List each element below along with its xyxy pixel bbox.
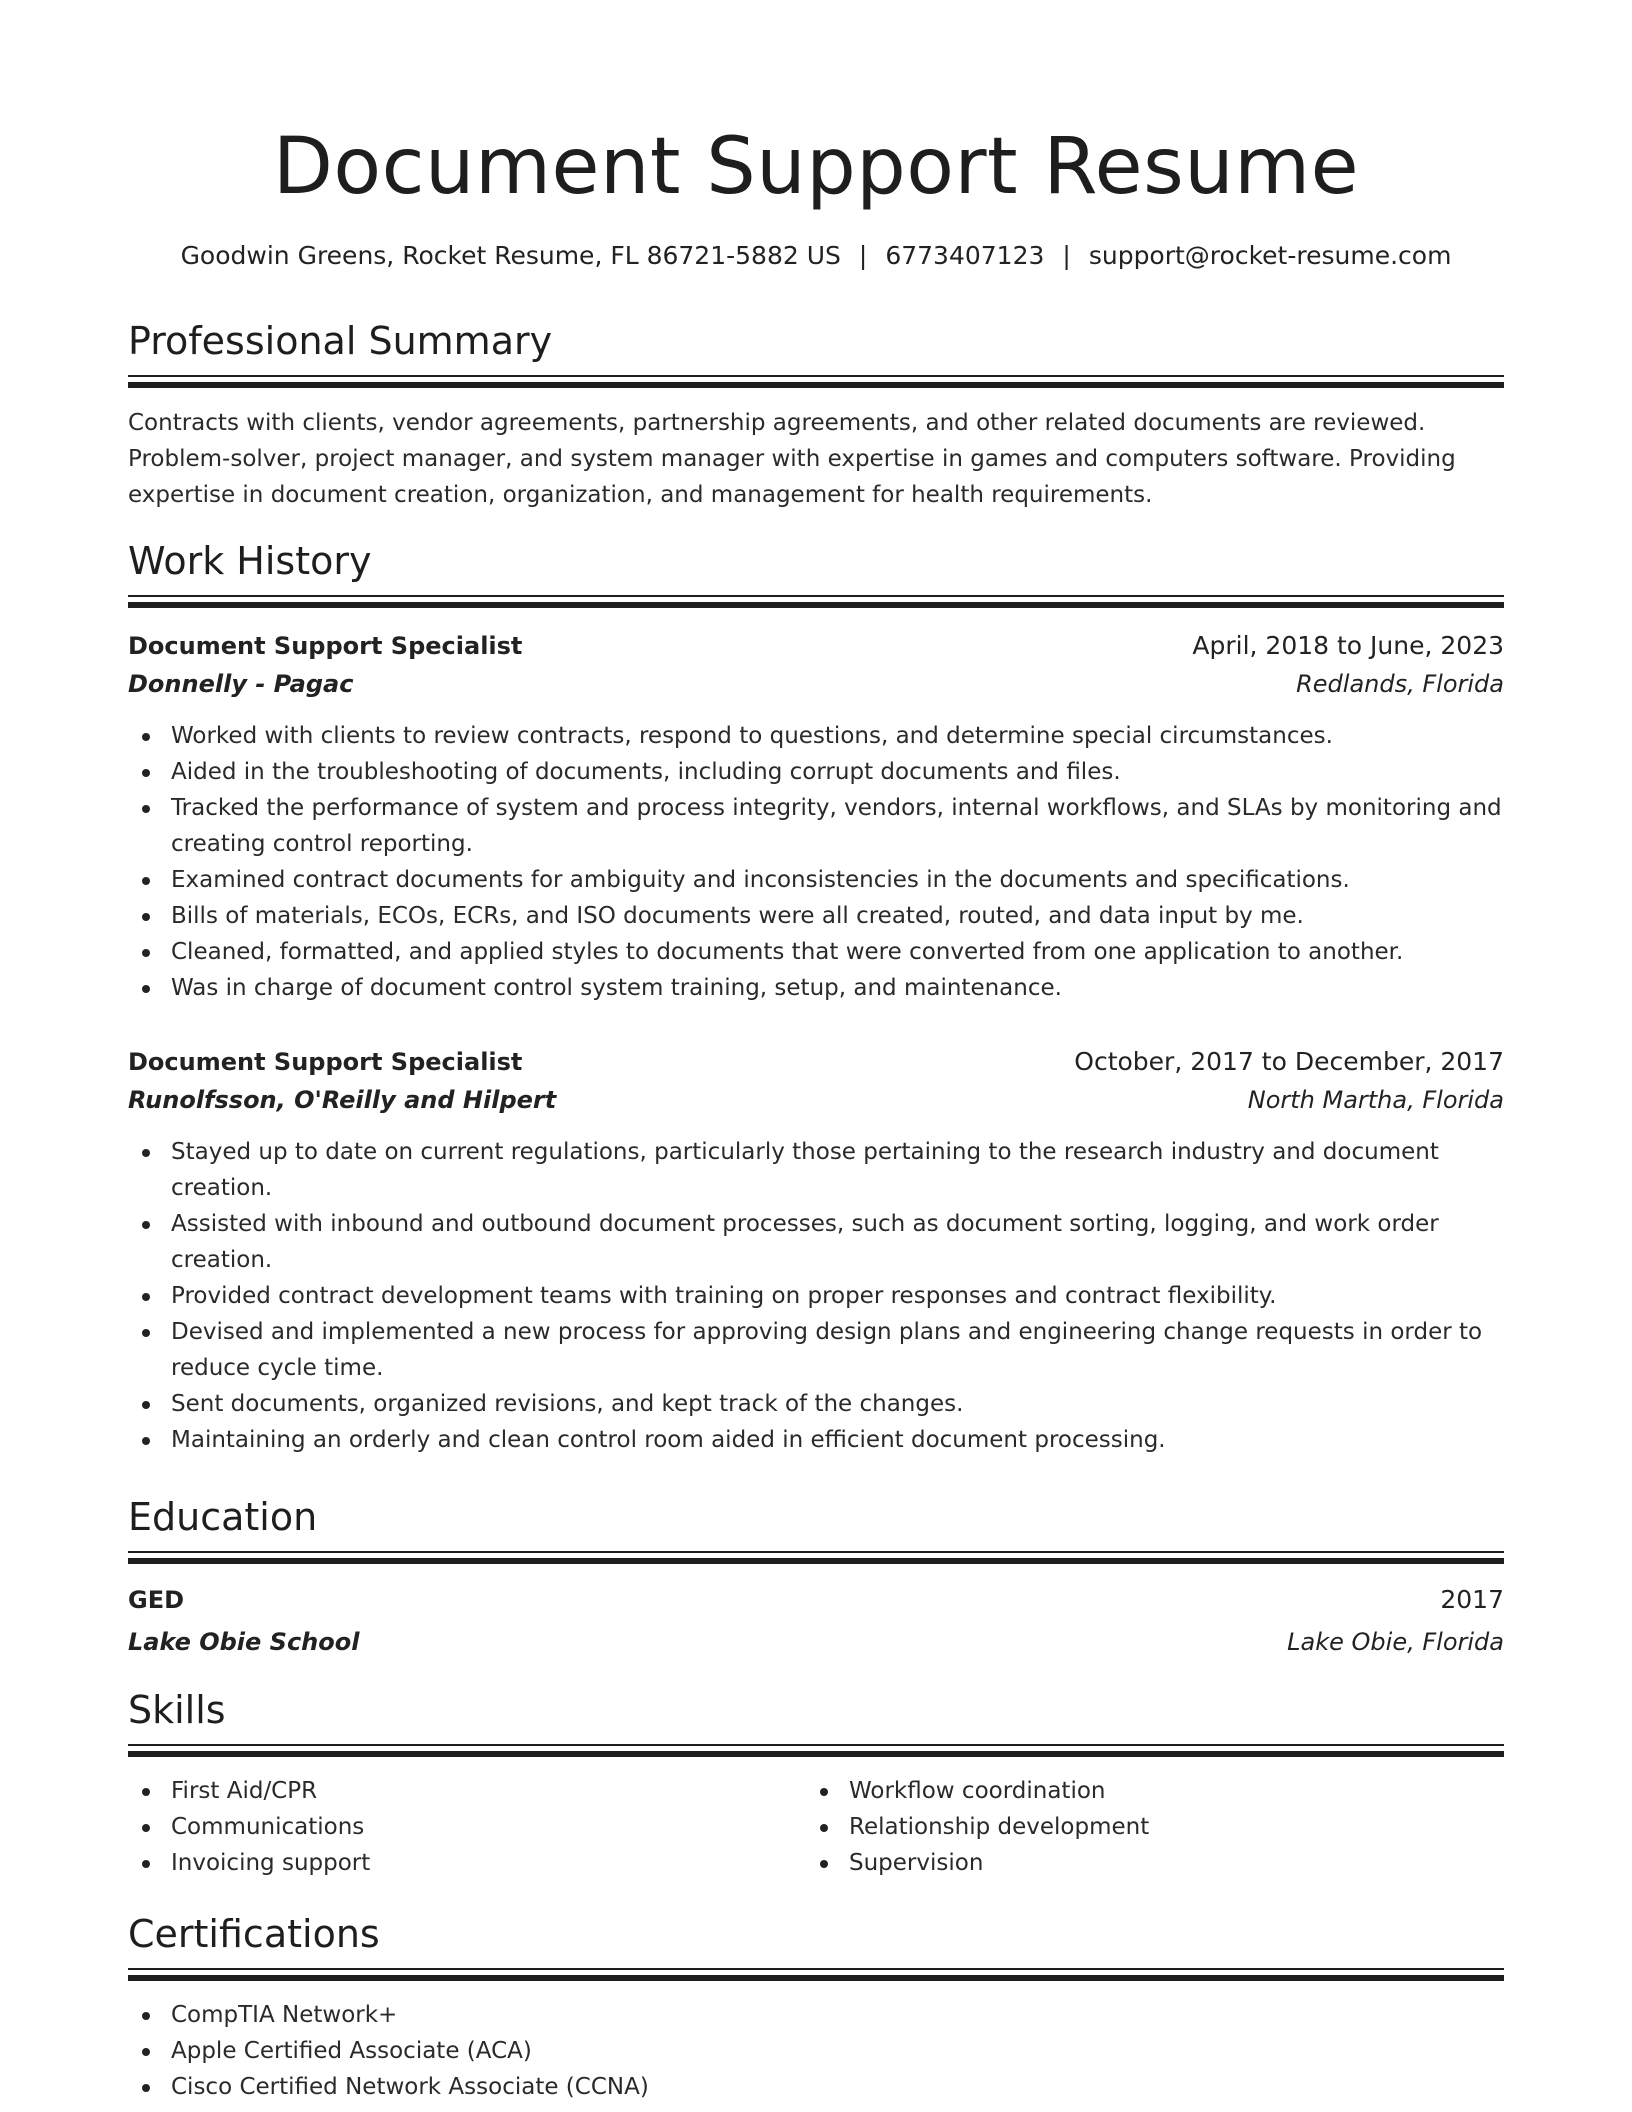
skill-item: Workflow coordination bbox=[849, 1773, 1632, 1809]
job-bullet-list bbox=[128, 718, 1504, 1006]
list-item: Devised and implemented a new process for approving design plans and engineering change requests in order to reduce cycle time. bbox=[171, 1314, 1504, 1386]
skill-item: Supervision bbox=[849, 1845, 1632, 1881]
certifications-list bbox=[128, 1997, 1504, 2105]
certification-item: Apple Certified Associate (ACA) bbox=[171, 2033, 1504, 2069]
contact-line bbox=[128, 238, 1504, 274]
list-item: Aided in the troubleshooting of documents, including corrupt documents and files. bbox=[171, 754, 1504, 790]
education-school: Lake Obie School bbox=[128, 1628, 360, 1656]
job-dates: April, 2018 to June, 2023 bbox=[1192, 631, 1504, 660]
section-heading-education: Education bbox=[128, 1495, 318, 1539]
list-item: Cleaned, formatted, and applied styles to documents that were converted from one application to another. bbox=[171, 934, 1504, 970]
section-divider bbox=[128, 1968, 1504, 1982]
section-divider bbox=[128, 375, 1504, 389]
contact-phone: 6773407123 bbox=[885, 241, 1045, 270]
education-location: Lake Obie, Florida bbox=[1287, 1628, 1504, 1656]
job-location: Redlands, Florida bbox=[1296, 670, 1504, 698]
list-item: Stayed up to date on current regulations, particularly those pertaining to the research industry and document creation. bbox=[171, 1134, 1504, 1206]
job-company: Runolfsson, O'Reilly and Hilpert bbox=[128, 1086, 557, 1114]
list-item: Provided contract development teams with training on proper responses and contract flexibility. bbox=[171, 1278, 1504, 1314]
section-heading-summary: Professional Summary bbox=[128, 319, 553, 363]
contact-address: Goodwin Greens, Rocket Resume, FL 86721-5882 US bbox=[180, 241, 841, 270]
summary-text: Contracts with clients, vendor agreements, partnership agreements, and other related documents are reviewed. Problem-solver, project manager, and system manager with expertise in games and computers software. Providing expertise in document creation, organization, and management for health requirements. bbox=[128, 410, 1456, 508]
skills-list-right bbox=[806, 1773, 1632, 1881]
skill-item: First Aid/CPR bbox=[171, 1773, 1504, 1809]
certification-item: Cisco Certified Network Associate (CCNA) bbox=[171, 2069, 1504, 2105]
job-location: North Martha, Florida bbox=[1247, 1086, 1504, 1114]
job-header bbox=[128, 1044, 1504, 1120]
skill-item: Invoicing support bbox=[171, 1845, 1504, 1881]
list-item: Maintaining an orderly and clean control room aided in efficient document processing. bbox=[171, 1422, 1504, 1458]
section-heading-work-history: Work History bbox=[128, 539, 372, 583]
section-divider bbox=[128, 595, 1504, 609]
list-item: Examined contract documents for ambiguity and inconsistencies in the documents and specifications. bbox=[171, 862, 1504, 898]
list-item: Worked with clients to review contracts, respond to questions, and determine special circumstances. bbox=[171, 718, 1504, 754]
list-item: Tracked the performance of system and process integrity, vendors, internal workflows, and SLAs by monitoring and creating control reporting. bbox=[171, 790, 1504, 862]
list-item: Bills of materials, ECOs, ECRs, and ISO documents were all created, routed, and data input by me. bbox=[171, 898, 1504, 934]
job-header bbox=[128, 628, 1504, 704]
section-divider bbox=[128, 1744, 1504, 1758]
list-item: Sent documents, organized revisions, and kept track of the changes. bbox=[171, 1386, 1504, 1422]
section-heading-certifications: Certifications bbox=[128, 1912, 380, 1956]
job-title: Document Support Specialist bbox=[128, 1048, 523, 1076]
list-item: Was in charge of document control system training, setup, and maintenance. bbox=[171, 970, 1504, 1006]
education-year: 2017 bbox=[1440, 1585, 1504, 1614]
job-company: Donnelly - Pagac bbox=[128, 670, 354, 698]
skill-item: Relationship development bbox=[849, 1809, 1632, 1845]
certification-item: CompTIA Network+ bbox=[171, 1997, 1504, 2033]
job-dates: October, 2017 to December, 2017 bbox=[1074, 1047, 1504, 1076]
contact-separator: | bbox=[1062, 241, 1071, 270]
education-degree: GED bbox=[128, 1586, 185, 1614]
list-item: Assisted with inbound and outbound document processes, such as document sorting, logging, and work order creation. bbox=[171, 1206, 1504, 1278]
section-divider bbox=[128, 1551, 1504, 1565]
section-heading-skills: Skills bbox=[128, 1688, 226, 1732]
contact-separator: | bbox=[858, 241, 868, 270]
contact-email: support@rocket-resume.com bbox=[1088, 241, 1452, 270]
job-title: Document Support Specialist bbox=[128, 632, 523, 660]
education-entry bbox=[128, 1582, 1504, 1658]
job-bullet-list bbox=[128, 1134, 1504, 1458]
resume-title: Document Support Resume bbox=[272, 122, 1360, 212]
skill-item: Communications bbox=[171, 1809, 1504, 1845]
